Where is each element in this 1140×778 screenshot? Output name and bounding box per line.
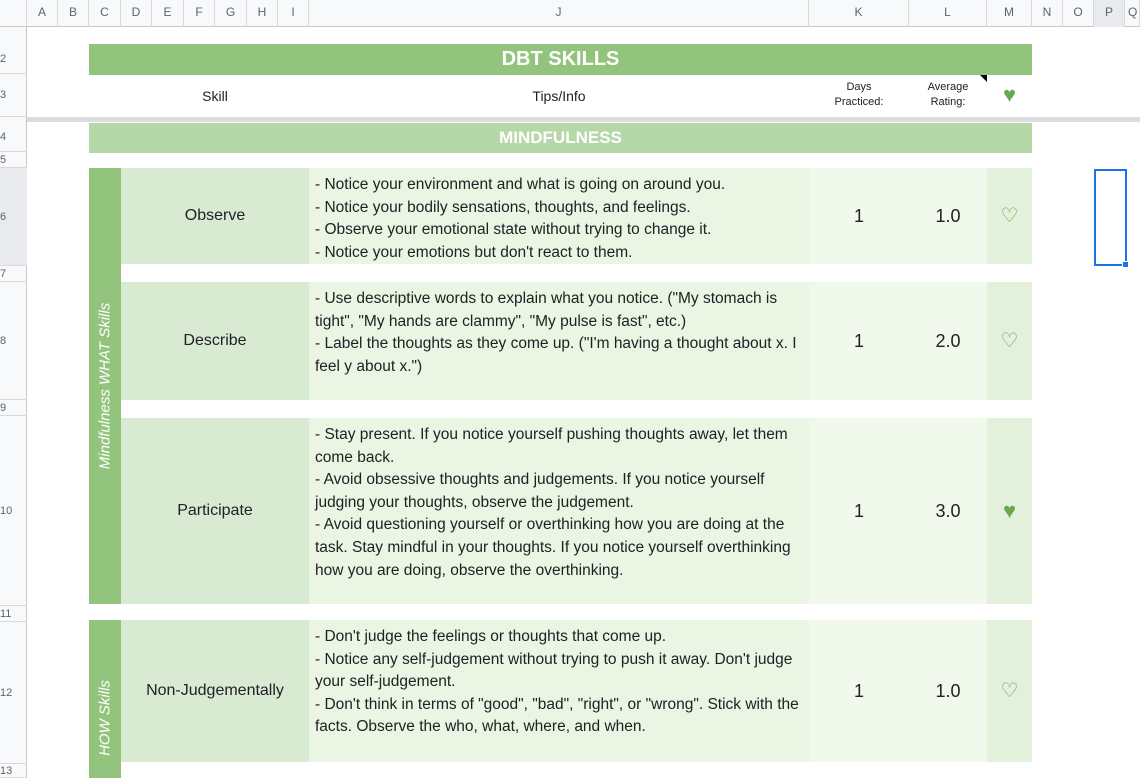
heart-cell[interactable]: [987, 282, 1032, 400]
group-label-how-skills[interactable]: [89, 620, 121, 778]
average-rating-cell[interactable]: 2.0: [909, 282, 987, 400]
row-header[interactable]: 2: [0, 44, 27, 74]
group-label-text: HOW Skills: [96, 680, 114, 756]
column-header-j[interactable]: J: [309, 0, 809, 27]
column-header-p[interactable]: P: [1094, 0, 1125, 27]
skill-column-header[interactable]: Skill: [202, 88, 228, 104]
tips-cell[interactable]: - Notice your environment and what is going on around you. - Notice your bodily sensations, thoughts, and feelings. - Observe your emotional state without trying to change it. - Notice your emotions but don't react to them.: [309, 168, 809, 264]
section-banner[interactable]: MINDFULNESS: [89, 123, 1032, 153]
column-header-c[interactable]: C: [89, 0, 121, 27]
tips-cell[interactable]: - Don't judge the feelings or thoughts that come up. - Notice any self-judgement without trying to push it away. Don't judge your self-judgement. - Don't think in terms of "good", "bad", "right", or "wrong". Stick with the facts. Observe the who, what, where, and when.: [309, 620, 809, 762]
row-header[interactable]: 6: [0, 168, 27, 266]
skill-name-cell[interactable]: Observe: [121, 168, 309, 264]
column-header-b[interactable]: B: [58, 0, 89, 27]
days-practiced-cell[interactable]: 1: [809, 620, 909, 762]
tips-column-header[interactable]: Tips/Info: [532, 88, 586, 104]
average-rating-cell[interactable]: 1.0: [909, 620, 987, 762]
frozen-row-divider[interactable]: [27, 117, 1140, 122]
column-header-f[interactable]: F: [184, 0, 215, 27]
column-header-g[interactable]: G: [215, 0, 247, 27]
group-label-what-skills[interactable]: [89, 168, 121, 604]
heart-outline-icon[interactable]: ♡: [1000, 330, 1019, 352]
row-header[interactable]: 4: [0, 122, 27, 152]
average-rating-cell[interactable]: 1.0: [909, 168, 987, 264]
heart-cell[interactable]: [987, 168, 1032, 264]
average-rating-cell[interactable]: 3.0: [909, 418, 987, 604]
fill-handle[interactable]: [1122, 261, 1129, 268]
heart-header-icon[interactable]: ♥: [1002, 82, 1017, 107]
column-header-n[interactable]: N: [1032, 0, 1063, 27]
column-header-m[interactable]: M: [987, 0, 1032, 27]
tips-cell[interactable]: - Stay present. If you notice yourself pushing thoughts away, let them come back. - Avoid obsessive thoughts and judgements. If you notice yourself judging your thoughts, observe the judgement. - Avoid questioning yourself or overthinking how you are doing at the task. Stay mindful in your thoughts. If you notice yourself overthinking how you are doing, observe the overthinking.: [309, 418, 809, 604]
skill-name-cell[interactable]: Describe: [121, 282, 309, 400]
row-header[interactable]: 9: [0, 400, 27, 416]
row-header[interactable]: 3: [0, 74, 27, 117]
comment-indicator-icon[interactable]: [980, 75, 987, 82]
row-header[interactable]: 12: [0, 622, 27, 764]
row-header[interactable]: 10: [0, 416, 27, 606]
heart-outline-icon[interactable]: ♡: [1000, 205, 1019, 227]
column-header-bar: [0, 0, 1140, 27]
column-header-d[interactable]: D: [121, 0, 152, 27]
heart-outline-icon[interactable]: ♡: [1000, 680, 1019, 702]
row-header[interactable]: 11: [0, 606, 27, 622]
column-header-h[interactable]: H: [247, 0, 278, 27]
title-banner[interactable]: DBT SKILLS: [89, 44, 1032, 75]
skill-name-cell[interactable]: Participate: [121, 418, 309, 604]
days-practiced-cell[interactable]: 1: [809, 418, 909, 604]
row-header[interactable]: 7: [0, 266, 27, 282]
select-all-corner[interactable]: [0, 0, 27, 27]
row-header[interactable]: 13: [0, 764, 27, 778]
column-header-e[interactable]: E: [152, 0, 184, 27]
row-header[interactable]: 8: [0, 282, 27, 400]
column-header-o[interactable]: O: [1063, 0, 1094, 27]
group-label-text: Mindfulness WHAT Skills: [96, 302, 114, 470]
tips-cell[interactable]: - Use descriptive words to explain what you notice. ("My stomach is tight", "My hands are clammy", "My pulse is fast", etc.) - Label the thoughts as they come up. ("I'm having a thought about x. I feel y about x."): [309, 282, 809, 400]
days-practiced-cell[interactable]: 1: [809, 168, 909, 264]
days-practiced-cell[interactable]: 1: [809, 282, 909, 400]
row-header[interactable]: 5: [0, 152, 27, 168]
skill-name-cell[interactable]: Non-Judgementally: [121, 620, 309, 762]
average-rating-header[interactable]: Average Rating:: [927, 81, 969, 108]
heart-cell[interactable]: [987, 620, 1032, 762]
row-header-bar: [0, 27, 27, 778]
days-practiced-header[interactable]: Days Practiced:: [834, 81, 884, 108]
column-header-a[interactable]: A: [27, 0, 58, 27]
column-header-k[interactable]: K: [809, 0, 909, 27]
selected-cell-outline[interactable]: [1094, 169, 1127, 266]
column-header-q[interactable]: Q: [1125, 0, 1140, 27]
column-header-l[interactable]: L: [909, 0, 987, 27]
heart-filled-icon[interactable]: ♥: [1002, 498, 1017, 523]
heart-cell[interactable]: [987, 418, 1032, 604]
column-header-i[interactable]: I: [278, 0, 309, 27]
